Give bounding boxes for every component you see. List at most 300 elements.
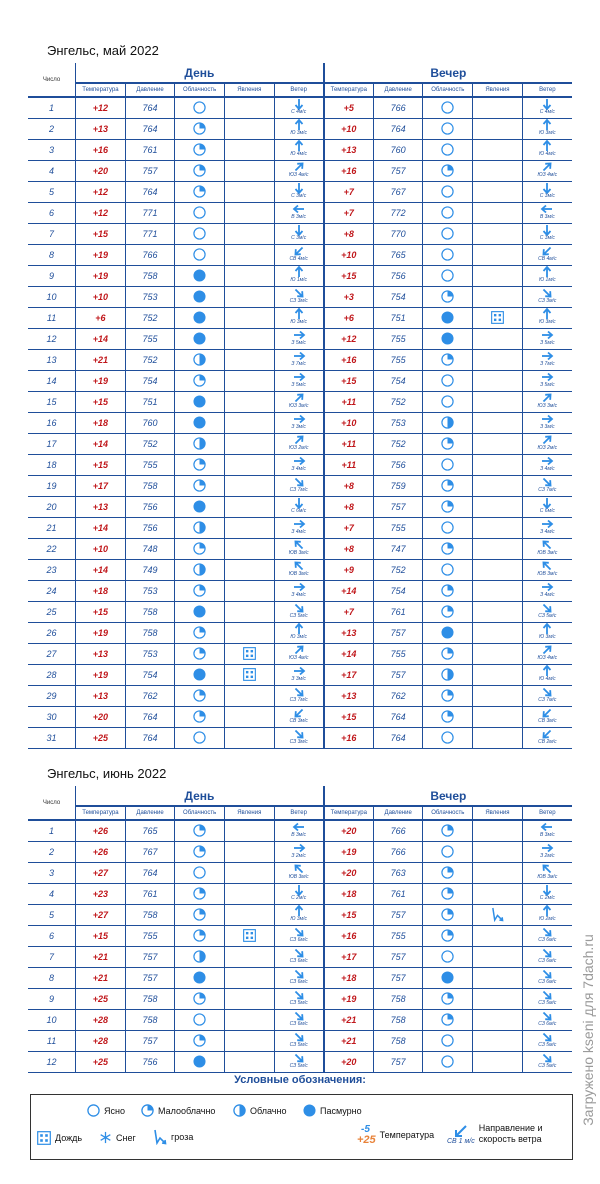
wind-speed: ЮЗ 4м/с	[288, 172, 309, 178]
cloudiness	[175, 517, 225, 538]
phenomena	[224, 988, 274, 1009]
wind-speed: СЗ 5м/с	[289, 1063, 308, 1069]
cloudiness	[175, 664, 225, 685]
rain-icon	[243, 647, 256, 660]
cloudiness	[423, 862, 473, 883]
table-row	[28, 862, 572, 883]
wind-indicator	[534, 602, 560, 621]
table-row	[28, 349, 572, 370]
cloudiness	[423, 1009, 473, 1030]
temperature: +18	[324, 967, 374, 988]
temperature: +16	[76, 139, 126, 160]
overcast-cloud-icon	[193, 605, 206, 618]
temperature: +6	[76, 307, 126, 328]
temperature: +18	[76, 412, 126, 433]
wind-speed: С 2м/с	[291, 895, 307, 901]
phenomena	[473, 946, 523, 967]
wind	[274, 370, 324, 391]
overcast-cloud-icon	[193, 311, 206, 324]
temperature: +25	[76, 727, 126, 748]
wind	[522, 925, 572, 946]
cloudiness	[423, 1051, 473, 1072]
legend-rain-label: Дождь	[55, 1133, 83, 1143]
wind	[274, 349, 324, 370]
cloudiness	[423, 181, 473, 202]
wind-indicator	[534, 413, 560, 432]
col-header: Температура	[324, 806, 374, 820]
wind	[522, 118, 572, 139]
wind	[274, 496, 324, 517]
temperature: +12	[76, 97, 126, 118]
temperature: +11	[324, 391, 374, 412]
phenomena	[473, 643, 523, 664]
table-row	[28, 1051, 572, 1072]
temperature: +13	[76, 118, 126, 139]
phenomena	[473, 820, 523, 841]
cloudiness	[423, 904, 473, 925]
cloudy-cloud-icon	[193, 521, 206, 534]
wind-indicator	[286, 119, 312, 138]
overcast-icon	[303, 1104, 316, 1117]
cloudiness	[175, 538, 225, 559]
temperature: +13	[324, 139, 374, 160]
pressure: 747	[373, 538, 423, 559]
table-row	[28, 286, 572, 307]
wind	[522, 904, 572, 925]
cloudiness	[175, 1051, 225, 1072]
wind-speed: В 3м/с	[291, 214, 307, 220]
temperature: +17	[324, 946, 374, 967]
wind-speed: СВ 2м/с	[538, 739, 557, 745]
partly-cloud-icon	[141, 1104, 154, 1117]
partly-cloud-icon	[441, 290, 454, 303]
legend-overcast-label: Пасмурно	[320, 1105, 362, 1116]
temperature: +19	[76, 370, 126, 391]
clear-cloud-icon	[193, 101, 206, 114]
wind	[274, 517, 324, 538]
wind-indicator	[286, 602, 312, 621]
wind	[274, 433, 324, 454]
overcast-cloud-icon	[193, 668, 206, 681]
wind-indicator	[286, 329, 312, 348]
day-number: 28	[28, 664, 76, 685]
wind-indicator	[534, 161, 560, 180]
phenomena	[224, 685, 274, 706]
pressure: 758	[125, 475, 175, 496]
temperature: +12	[76, 202, 126, 223]
partly-cloud-icon	[441, 710, 454, 723]
wind-indicator	[534, 476, 560, 495]
phenomena	[473, 433, 523, 454]
temperature: +20	[324, 862, 374, 883]
day-number: 15	[28, 391, 76, 412]
table-row	[28, 433, 572, 454]
wind-indicator	[286, 161, 312, 180]
wind-speed: СЗ 6м/с	[538, 1021, 557, 1027]
pressure: 757	[125, 160, 175, 181]
cloudiness	[423, 370, 473, 391]
overcast-cloud-icon	[193, 416, 206, 429]
partly-cloud-icon	[441, 542, 454, 555]
phenomena	[473, 265, 523, 286]
temperature: +16	[324, 349, 374, 370]
table-row	[28, 706, 572, 727]
pressure: 755	[373, 349, 423, 370]
overcast-cloud-icon	[441, 311, 454, 324]
wind-indicator	[534, 863, 560, 882]
pressure: 757	[373, 496, 423, 517]
wind	[274, 538, 324, 559]
wind	[274, 820, 324, 841]
col-header: Облачность	[175, 83, 225, 97]
rain-icon	[491, 311, 504, 324]
pressure: 764	[373, 727, 423, 748]
temperature: +19	[324, 841, 374, 862]
phenomena	[473, 475, 523, 496]
wind-speed: ЮЗ 3м/с	[288, 403, 309, 409]
clear-cloud-icon	[441, 122, 454, 135]
wind-speed: СВ 3м/с	[289, 718, 308, 724]
partly-cloud-icon	[193, 479, 206, 492]
wind	[522, 370, 572, 391]
pressure: 760	[373, 139, 423, 160]
wind-indicator	[286, 287, 312, 306]
table-row	[28, 643, 572, 664]
temperature: +16	[324, 727, 374, 748]
cloudiness	[175, 160, 225, 181]
wind-indicator	[534, 623, 560, 642]
wind	[522, 265, 572, 286]
wind-indicator	[286, 968, 312, 987]
pressure: 749	[125, 559, 175, 580]
wind	[522, 391, 572, 412]
table-row	[28, 391, 572, 412]
temperature: +8	[324, 496, 374, 517]
wind-indicator	[286, 905, 312, 924]
day-number: 6	[28, 202, 76, 223]
overcast-cloud-icon	[441, 971, 454, 984]
phenomena	[473, 370, 523, 391]
wind	[522, 727, 572, 748]
cloudiness	[175, 727, 225, 748]
cloudiness	[175, 181, 225, 202]
clear-cloud-icon	[441, 563, 454, 576]
evening-group-header: Вечер	[324, 63, 572, 83]
col-header: Ветер	[522, 83, 572, 97]
wind-speed: З 7м/с	[540, 361, 555, 367]
wind	[274, 904, 324, 925]
wind-speed: ЮВ 3м/с	[537, 874, 558, 880]
pressure: 770	[373, 223, 423, 244]
wind	[274, 475, 324, 496]
day-number: 12	[28, 1051, 76, 1072]
overcast-cloud-icon	[193, 395, 206, 408]
cloudiness	[175, 97, 225, 118]
partly-cloud-icon	[441, 1013, 454, 1026]
cloudiness	[423, 967, 473, 988]
wind	[274, 601, 324, 622]
cloudiness	[423, 643, 473, 664]
phenomena	[473, 622, 523, 643]
temperature: +15	[76, 601, 126, 622]
thunderstorm-icon	[153, 1129, 167, 1145]
pressure: 755	[373, 517, 423, 538]
wind-speed: СЗ 6м/с	[538, 958, 557, 964]
phenomena	[473, 349, 523, 370]
cloudiness	[423, 496, 473, 517]
phenomena	[224, 706, 274, 727]
wind	[522, 475, 572, 496]
wind-indicator	[534, 1010, 560, 1029]
phenomena	[473, 988, 523, 1009]
cloudiness	[175, 286, 225, 307]
col-header: Давление	[373, 806, 423, 820]
temperature: +13	[76, 496, 126, 517]
wind	[522, 454, 572, 475]
temperature: +14	[324, 580, 374, 601]
partly-cloud-icon	[441, 605, 454, 618]
cloudy-cloud-icon	[193, 353, 206, 366]
wind	[274, 925, 324, 946]
day-number: 4	[28, 160, 76, 181]
col-header: Явления	[473, 83, 523, 97]
day-number: 29	[28, 685, 76, 706]
wind	[522, 967, 572, 988]
cloudiness	[423, 883, 473, 904]
wind-indicator	[286, 728, 312, 747]
wind-indicator	[534, 518, 560, 537]
wind-indicator	[286, 182, 312, 201]
cloudiness	[175, 946, 225, 967]
table-row	[28, 883, 572, 904]
day-number: 17	[28, 433, 76, 454]
cloudiness	[423, 118, 473, 139]
wind	[274, 265, 324, 286]
table-row	[28, 181, 572, 202]
phenomena	[473, 139, 523, 160]
temperature: +17	[76, 475, 126, 496]
temperature: +14	[324, 643, 374, 664]
partly-cloud-icon	[441, 929, 454, 942]
wind-speed: ЮЗ 4м/с	[288, 655, 309, 661]
pressure: 756	[125, 496, 175, 517]
wind-indicator	[286, 947, 312, 966]
phenomena	[224, 454, 274, 475]
pressure: 752	[125, 433, 175, 454]
temperature: +8	[324, 475, 374, 496]
pressure: 764	[373, 706, 423, 727]
phenomena	[473, 664, 523, 685]
wind-indicator	[286, 413, 312, 432]
wind-speed: СЗ 6м/с	[289, 979, 308, 985]
cloudiness	[175, 988, 225, 1009]
legend-wind-label-line1: Направление и	[478, 1123, 543, 1133]
cloudiness	[175, 412, 225, 433]
col-header: Ветер	[274, 806, 324, 820]
wind	[522, 349, 572, 370]
cloudiness	[423, 517, 473, 538]
clear-cloud-icon	[441, 206, 454, 219]
legend-snow-label: Снег	[116, 1132, 136, 1143]
temperature: +14	[76, 559, 126, 580]
cloudy-cloud-icon	[193, 437, 206, 450]
pressure: 757	[373, 622, 423, 643]
wind-indicator	[534, 224, 560, 243]
day-number: 20	[28, 496, 76, 517]
cloudiness	[423, 664, 473, 685]
wind-indicator	[534, 539, 560, 558]
col-header: Ветер	[274, 83, 324, 97]
overcast-cloud-icon	[193, 1055, 206, 1068]
wind	[522, 559, 572, 580]
pressure: 765	[125, 820, 175, 841]
cloudiness	[175, 883, 225, 904]
temperature: +10	[324, 118, 374, 139]
pressure: 748	[125, 538, 175, 559]
day-number: 16	[28, 412, 76, 433]
phenomena	[224, 967, 274, 988]
cloudiness	[423, 307, 473, 328]
rain-icon	[243, 929, 256, 942]
partly-cloud-icon	[193, 824, 206, 837]
temperature: +14	[76, 328, 126, 349]
phenomena	[224, 622, 274, 643]
phenomena	[473, 328, 523, 349]
cloudiness	[423, 1030, 473, 1051]
wind-speed: СЗ 3м/с	[289, 298, 308, 304]
wind	[274, 1009, 324, 1030]
partly-cloud-icon	[193, 143, 206, 156]
cloudiness	[175, 685, 225, 706]
wind-indicator	[534, 203, 560, 222]
phenomena	[224, 412, 274, 433]
legend-title: Условные обозначения:	[234, 1074, 366, 1086]
phenomena	[473, 925, 523, 946]
clear-cloud-icon	[193, 1013, 206, 1026]
wind-speed: СЗ 3м/с	[538, 298, 557, 304]
wind-indicator	[286, 434, 312, 453]
wind-speed: СЗ 7м/с	[538, 697, 557, 703]
wind-indicator	[534, 287, 560, 306]
wind	[274, 412, 324, 433]
pressure: 764	[125, 118, 175, 139]
partly-cloud-icon	[441, 887, 454, 900]
wind-speed: З 7м/с	[291, 361, 306, 367]
temperature: +25	[76, 988, 126, 1009]
pressure: 753	[125, 286, 175, 307]
pressure: 766	[373, 841, 423, 862]
partly-cloud-icon	[193, 908, 206, 921]
wind-indicator	[286, 224, 312, 243]
phenomena	[473, 580, 523, 601]
phenomena	[473, 601, 523, 622]
wind-indicator	[286, 1010, 312, 1029]
table-row	[28, 244, 572, 265]
temperature: +21	[76, 967, 126, 988]
wind-speed: З 5м/с	[540, 340, 555, 346]
overcast-cloud-icon	[193, 290, 206, 303]
wind-indicator	[286, 1052, 312, 1071]
wind	[274, 118, 324, 139]
temperature: +27	[76, 862, 126, 883]
wind	[522, 946, 572, 967]
wind-speed: С 3м/с	[539, 235, 555, 241]
wind-speed: Ю 3м/с	[539, 634, 556, 640]
wind	[522, 706, 572, 727]
phenomena	[473, 412, 523, 433]
wind-speed: СЗ 7м/с	[289, 487, 308, 493]
wind-indicator	[534, 686, 560, 705]
table-row	[28, 967, 572, 988]
wind	[522, 517, 572, 538]
wind	[274, 139, 324, 160]
clear-cloud-icon	[193, 731, 206, 744]
wind-speed: С 3м/с	[539, 193, 555, 199]
table-row	[28, 160, 572, 181]
phenomena	[473, 862, 523, 883]
legend-clear	[87, 1104, 125, 1117]
wind-speed: ЮВ 3м/с	[288, 571, 309, 577]
phenomena	[224, 841, 274, 862]
phenomena	[224, 202, 274, 223]
wind-speed: СЗ 5м/с	[538, 1042, 557, 1048]
pressure: 756	[373, 265, 423, 286]
wind-indicator	[534, 884, 560, 903]
wind-indicator	[286, 623, 312, 642]
table-row	[28, 307, 572, 328]
phenomena	[224, 307, 274, 328]
wind	[522, 1030, 572, 1051]
wind-speed: В 3м/с	[539, 832, 555, 839]
cloudiness	[175, 925, 225, 946]
overcast-cloud-icon	[193, 332, 206, 345]
clear-cloud-icon	[193, 866, 206, 879]
phenomena	[473, 202, 523, 223]
wind-speed: Ю 4м/с	[539, 151, 556, 157]
wind-speed: З 5м/с	[291, 340, 306, 346]
table-row	[28, 601, 572, 622]
pressure: 758	[125, 988, 175, 1009]
wind-indicator	[286, 560, 312, 579]
wind	[522, 328, 572, 349]
wind	[274, 181, 324, 202]
table-row	[28, 925, 572, 946]
wind-speed: СЗ 5м/с	[538, 1063, 557, 1069]
wind	[522, 1009, 572, 1030]
wind-indicator	[534, 371, 560, 390]
phenomena	[224, 433, 274, 454]
cloudiness	[175, 139, 225, 160]
partly-cloud-icon	[441, 437, 454, 450]
cloudiness	[175, 307, 225, 328]
phenomena	[224, 370, 274, 391]
wind	[522, 685, 572, 706]
temperature: +15	[324, 370, 374, 391]
pressure: 755	[125, 328, 175, 349]
table-row	[28, 370, 572, 391]
phenomena	[224, 391, 274, 412]
day-number: 21	[28, 517, 76, 538]
partly-cloud-icon	[441, 500, 454, 513]
wind	[274, 883, 324, 904]
cloudiness	[175, 223, 225, 244]
temperature: +19	[76, 664, 126, 685]
legend-rain	[37, 1131, 82, 1145]
wind-indicator	[534, 926, 560, 945]
day-number: 7	[28, 946, 76, 967]
day-number: 18	[28, 454, 76, 475]
wind-indicator	[534, 581, 560, 600]
